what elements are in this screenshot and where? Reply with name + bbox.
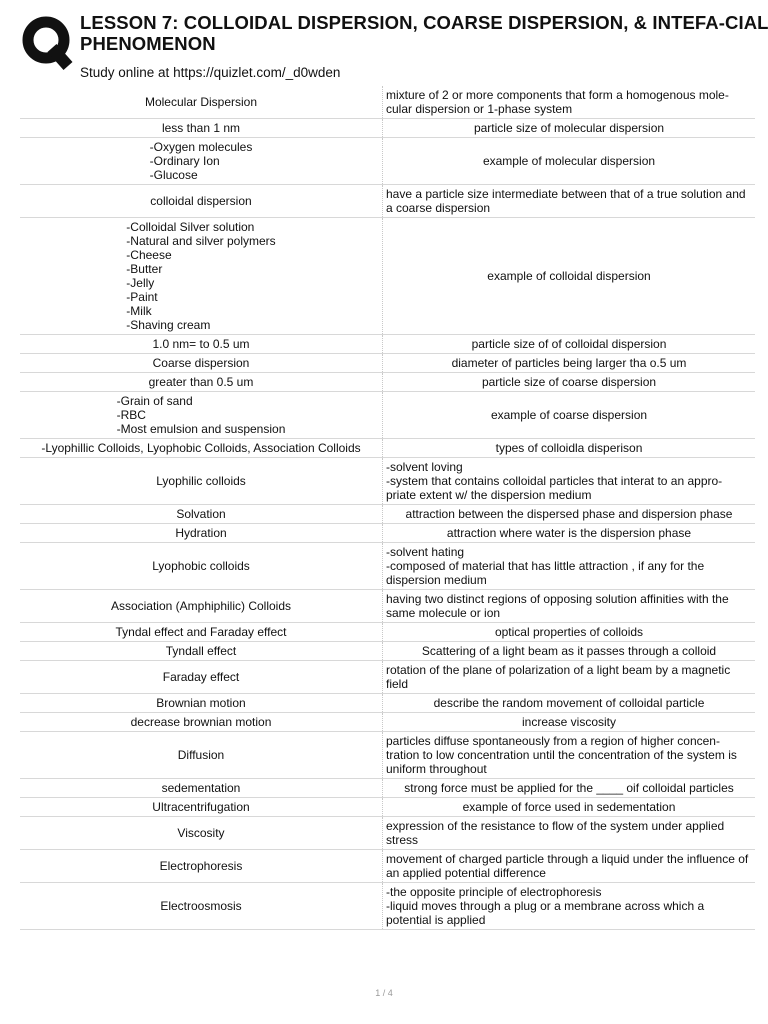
card-term: [20, 543, 383, 590]
card-term: [20, 817, 383, 850]
card-term: [20, 185, 383, 218]
card-row: [20, 623, 755, 642]
card-term-text: less than 1 nm: [161, 121, 241, 135]
page-title: LESSON 7: COLLOIDAL DISPERSION, COARSE DISPERSION, & INTEFA-CIAL PHENOMENON: [80, 12, 768, 54]
card-term: [20, 505, 383, 524]
card-definition-text: attraction where water is the dispersion phase: [446, 526, 692, 540]
card-row: [20, 138, 755, 185]
card-row: [20, 694, 755, 713]
card-definition: [383, 661, 756, 694]
card-definition: [383, 694, 756, 713]
card-definition-text: particle size of coarse dispersion: [481, 375, 657, 389]
page-number: 1 / 4: [375, 988, 393, 998]
card-term-text: Coarse dispersion: [152, 356, 250, 370]
card-definition: [383, 218, 756, 335]
card-definition: [383, 185, 756, 218]
card-row: [20, 373, 755, 392]
card-row: [20, 642, 755, 661]
card-term: [20, 883, 383, 930]
card-definition: [383, 373, 756, 392]
card-term-text: Tyndall effect: [165, 644, 237, 658]
card-definition: [383, 119, 756, 138]
card-definition-text: -solvent loving -system that contains colloidal particles that interat to an appro-priate extent w/ the dispersion medium: [386, 460, 723, 502]
card-definition: [383, 138, 756, 185]
card-definition-text: movement of charged particle through a liquid under the influence of an applied potential difference: [386, 852, 749, 880]
card-term-text: Molecular Dispersion: [144, 95, 258, 109]
card-definition-text: example of molecular dispersion: [482, 154, 656, 168]
card-row: [20, 392, 755, 439]
card-row: [20, 850, 755, 883]
card-row: [20, 798, 755, 817]
card-definition: [383, 817, 756, 850]
card-row: [20, 543, 755, 590]
card-definition-text: diameter of particles being larger tha o.5 um: [451, 356, 687, 370]
page-header: [20, 12, 768, 84]
card-row: [20, 354, 755, 373]
card-term-text: -Oxygen molecules -Ordinary Ion -Glucose: [149, 140, 253, 182]
card-definition: [383, 642, 756, 661]
card-term-text: sedementation: [161, 781, 241, 795]
card-term-text: colloidal dispersion: [150, 194, 252, 208]
card-term: [20, 458, 383, 505]
card-definition-text: example of colloidal dispersion: [487, 269, 651, 283]
card-definition: [383, 850, 756, 883]
card-row: [20, 86, 755, 119]
card-row: [20, 335, 755, 354]
card-definition: [383, 590, 756, 623]
card-term: [20, 732, 383, 779]
card-definition: [383, 392, 756, 439]
card-definition: [383, 505, 756, 524]
card-term-text: 1.0 nm= to 0.5 um: [152, 337, 250, 351]
card-term-text: Viscosity: [177, 826, 225, 840]
card-row: [20, 883, 755, 930]
card-definition-text: Scattering of a light beam as it passes through a colloid: [421, 644, 717, 658]
card-definition: [383, 86, 756, 119]
card-definition: [383, 798, 756, 817]
card-term-text: Lyophobic colloids: [152, 559, 250, 573]
card-definition-text: particles diffuse spontaneously from a region of higher concen-tration to low concentration until the concentration of the system is uniform throughout: [386, 734, 737, 776]
card-term: [20, 335, 383, 354]
card-definition-text: example of coarse dispersion: [490, 408, 648, 422]
card-term-text: Association (Amphiphilic) Colloids: [110, 599, 292, 613]
card-term: [20, 119, 383, 138]
card-term: [20, 642, 383, 661]
card-term: [20, 590, 383, 623]
card-definition-text: expression of the resistance to flow of the system under applied stress: [386, 819, 725, 847]
card-definition: [383, 543, 756, 590]
card-definition-text: particle size of molecular dispersion: [473, 121, 665, 135]
card-definition: [383, 779, 756, 798]
card-term: [20, 713, 383, 732]
card-row: [20, 779, 755, 798]
card-row: [20, 661, 755, 694]
card-term: [20, 850, 383, 883]
card-term-text: -Grain of sand -RBC -Most emulsion and suspension: [116, 394, 286, 436]
card-definition-text: -solvent hating -composed of material that has little attraction , if any for the dispersion medium: [386, 545, 705, 587]
card-definition-text: having two distinct regions of opposing solution affinities with the same molecule or ion: [386, 592, 729, 620]
card-row: [20, 185, 755, 218]
card-term-text: Hydration: [175, 526, 227, 540]
card-term: [20, 373, 383, 392]
card-term: [20, 694, 383, 713]
page-subtitle: Study online at https://quizlet.com/_d0wden: [80, 65, 341, 80]
card-term: [20, 138, 383, 185]
card-definition-text: mixture of 2 or more components that form a homogenous mole-cular dispersion or 1-phase system: [386, 88, 729, 116]
card-definition-text: types of colloidla disperison: [495, 441, 643, 455]
card-term: [20, 524, 383, 543]
card-definition: [383, 458, 756, 505]
card-term-text: Electrophoresis: [159, 859, 243, 873]
card-term-text: Tyndal effect and Faraday effect: [115, 625, 287, 639]
card-definition: [383, 623, 756, 642]
card-term-text: greater than 0.5 um: [148, 375, 254, 389]
card-row: [20, 119, 755, 138]
card-term: [20, 392, 383, 439]
card-term-text: Ultracentrifugation: [152, 800, 250, 814]
card-row: [20, 218, 755, 335]
card-definition: [383, 524, 756, 543]
card-definition-text: example of force used in sedementation: [462, 800, 676, 814]
card-definition-text: strong force must be applied for the ____ oif colloidal particles: [404, 781, 734, 795]
card-definition: [383, 439, 756, 458]
card-term-text: -Colloidal Silver solution -Natural and silver polymers -Cheese -Butter -Jelly -Paint -Milk -Shaving cream: [126, 220, 276, 332]
card-term: [20, 86, 383, 119]
card-definition-text: increase viscosity: [521, 715, 617, 729]
card-term: [20, 354, 383, 373]
card-definition-text: attraction between the dispersed phase and dispersion phase: [405, 507, 733, 521]
card-row: [20, 713, 755, 732]
card-term-text: Electroosmosis: [160, 899, 242, 913]
card-row: [20, 458, 755, 505]
card-row: [20, 590, 755, 623]
card-term-text: -Lyophillic Colloids, Lyophobic Colloids, Association Colloids: [41, 441, 361, 455]
card-definition-text: describe the random movement of colloidal particle: [433, 696, 705, 710]
card-term: [20, 623, 383, 642]
flashcard-table: [20, 86, 755, 930]
card-definition-text: optical properties of colloids: [494, 625, 644, 639]
card-term-text: Lyophilic colloids: [156, 474, 246, 488]
quizlet-logo: [20, 14, 76, 70]
card-definition-text: have a particle size intermediate between that of a true solution and a coarse dispersion: [386, 187, 746, 215]
card-row: [20, 524, 755, 543]
card-definition: [383, 335, 756, 354]
card-term-text: Brownian motion: [156, 696, 246, 710]
card-definition-text: -the opposite principle of electrophoresis -liquid moves through a plug or a membrane across which a potential is applied: [386, 885, 705, 927]
card-row: [20, 439, 755, 458]
card-definition: [383, 883, 756, 930]
card-row: [20, 817, 755, 850]
card-term-text: decrease brownian motion: [130, 715, 272, 729]
card-term: [20, 439, 383, 458]
card-term-text: Diffusion: [177, 748, 225, 762]
card-row: [20, 732, 755, 779]
card-term: [20, 661, 383, 694]
card-definition-text: rotation of the plane of polarization of a light beam by a magnetic field: [386, 663, 731, 691]
card-definition: [383, 354, 756, 373]
card-term: [20, 798, 383, 817]
card-term: [20, 218, 383, 335]
card-term-text: Faraday effect: [162, 670, 240, 684]
card-term-text: Solvation: [176, 507, 226, 521]
card-term: [20, 779, 383, 798]
card-definition: [383, 732, 756, 779]
card-row: [20, 505, 755, 524]
card-definition-text: particle size of of colloidal dispersion: [471, 337, 667, 351]
card-definition: [383, 713, 756, 732]
